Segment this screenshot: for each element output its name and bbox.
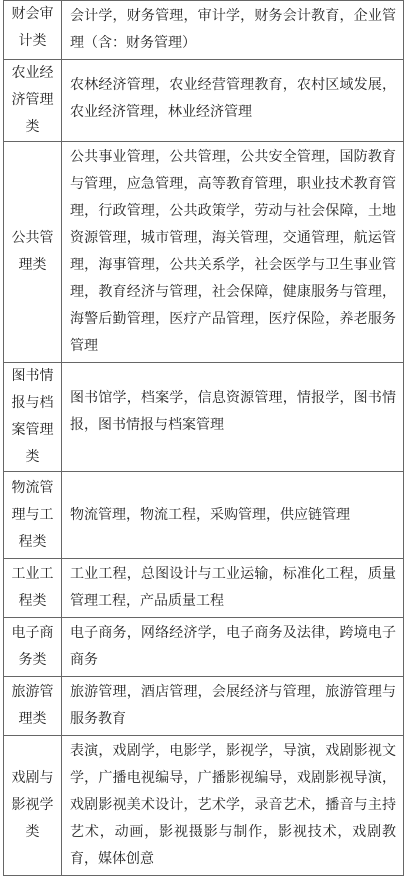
category-cell: 物流管理与工程类 <box>4 472 62 559</box>
category-cell: 公共管理类 <box>4 142 62 363</box>
category-cell: 戏剧与影视学类 <box>4 736 62 876</box>
majors-cell: 旅游管理，酒店管理，会展经济与管理，旅游管理与服务教育 <box>62 677 404 736</box>
category-cell: 农业经济管理类 <box>4 60 62 142</box>
majors-cell: 农林经济管理，农业经营管理教育，农村区域发展，农业经济管理，林业经济管理 <box>62 60 404 142</box>
category-cell: 电子商务类 <box>4 618 62 677</box>
major-catalog-table <box>3 0 404 876</box>
majors-cell: 会计学，财务管理，审计学，财务会计教育，企业管理（含：财务管理） <box>62 1 404 60</box>
category-cell: 工业工程类 <box>4 559 62 618</box>
table-row <box>4 559 404 618</box>
table-row <box>4 736 404 876</box>
table-row <box>4 60 404 142</box>
majors-cell: 图书馆学，档案学，信息资源管理，情报学，图书情报，图书情报与档案管理 <box>62 363 404 472</box>
majors-cell: 电子商务，网络经济学，电子商务及法律，跨境电子商务 <box>62 618 404 677</box>
table-row <box>4 1 404 60</box>
table-row <box>4 677 404 736</box>
majors-cell: 表演，戏剧学，电影学，影视学，导演，戏剧影视文学，广播电视编导，广播影视编导，戏剧影视导演，戏剧影视美术设计，艺术学，录音艺术，播音与主持艺术，动画，影视摄影与制作，影视技术，戏剧教育，媒体创意 <box>62 736 404 876</box>
majors-cell: 公共事业管理，公共管理，公共安全管理，国防教育与管理，应急管理，高等教育管理，职业技术教育管理，行政管理，公共政策学，劳动与社会保障，土地资源管理，城市管理，海关管理，交通管理，航运管理，海事管理，公共关系学，社会医学与卫生事业管理，教育经济与管理，社会保障，健康服务与管理，海警后勤管理，医疗产品管理，医疗保险，养老服务管理 <box>62 142 404 363</box>
majors-cell: 物流管理，物流工程，采购管理，供应链管理 <box>62 472 404 559</box>
category-cell: 图书情报与档案管理类 <box>4 363 62 472</box>
table-row <box>4 472 404 559</box>
table-row <box>4 363 404 472</box>
table-row <box>4 618 404 677</box>
table-row <box>4 142 404 363</box>
majors-cell: 工业工程，总图设计与工业运输，标准化工程，质量管理工程，产品质量工程 <box>62 559 404 618</box>
category-cell: 旅游管理类 <box>4 677 62 736</box>
category-cell: 财会审计类 <box>4 1 62 60</box>
